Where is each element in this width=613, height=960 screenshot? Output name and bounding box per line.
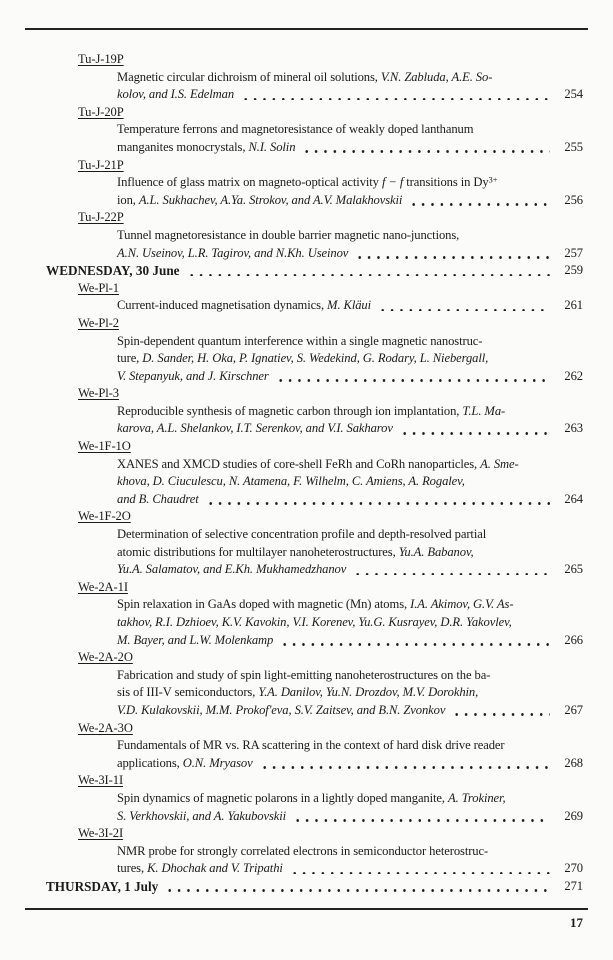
entry-body <box>117 526 583 579</box>
entry-line <box>117 544 583 562</box>
entry-body <box>117 456 583 509</box>
entry-last-line <box>117 245 583 263</box>
title-text: ture, <box>117 351 143 366</box>
session-code-row <box>78 104 613 122</box>
title-text: Spin-dependent quantum interference within a single magnetic nanostruc- <box>117 333 483 348</box>
session-code-row <box>78 772 613 790</box>
session-entry <box>0 649 613 719</box>
title-text: transitions in Dy <box>403 175 489 190</box>
entry-text <box>117 632 273 650</box>
session-code-row <box>78 280 613 298</box>
title-text: Current-induced magnetisation dynamics, <box>117 298 328 313</box>
session-entry <box>0 209 613 262</box>
page-ref: 254 <box>564 87 583 102</box>
entry-text <box>117 245 348 263</box>
title-text: Determination of selective concentration profile and depth-resolved partial <box>117 527 487 542</box>
session-entry <box>0 385 613 438</box>
top-rule <box>25 28 588 30</box>
dot-leader <box>290 872 550 875</box>
entry-last-line <box>117 860 583 878</box>
entry-last-line <box>117 808 583 826</box>
session-code-row <box>78 508 613 526</box>
session-code: We-2A-2O <box>78 650 133 665</box>
session-code: We-1F-2O <box>78 509 131 524</box>
session-entry <box>0 280 613 315</box>
session-code: We-2A-1I <box>78 579 128 594</box>
page-ref: 265 <box>564 562 583 577</box>
author-names: A. Trokiner, <box>448 790 506 805</box>
dot-leader <box>355 256 550 259</box>
entry-line <box>117 174 583 192</box>
page-ref: 263 <box>564 421 583 436</box>
session-entry <box>0 438 613 508</box>
author-names: D. Sander, H. Oka, P. Ignatiev, S. Wedekind, G. Rodary, L. Niebergall, <box>142 351 489 366</box>
entry-line <box>117 667 583 685</box>
author-names: O.N. Mryasov <box>182 755 253 770</box>
session-entry <box>0 579 613 649</box>
entry-text <box>117 755 253 773</box>
author-names: N.I. Solin <box>248 139 296 154</box>
entry-text <box>117 297 371 315</box>
author-names: f − f <box>381 175 404 190</box>
entry-line <box>117 227 583 245</box>
page-ref: 269 <box>564 808 583 823</box>
entry-body <box>117 737 583 772</box>
author-names: V.N. Zabluda, A.E. So- <box>380 69 493 84</box>
author-names: S. Verkhovskii, and A. Yakubovskii <box>117 808 287 823</box>
entry-line <box>117 333 583 351</box>
entry-line <box>117 526 583 544</box>
dot-leader <box>353 573 550 576</box>
entry-last-line <box>117 755 583 773</box>
session-entry <box>0 825 613 878</box>
session-code: We-3I-2I <box>78 826 124 841</box>
author-names: V. Stepanyuk, and J. Kirschner <box>117 368 269 383</box>
author-names: Yu.A. Salamatov, and E.Kh. Mukhamedzhanov <box>117 562 347 577</box>
page-ref: 267 <box>564 702 583 717</box>
title-text: Influence of glass matrix on magneto-optical activity <box>117 175 382 190</box>
title-text: manganites monocrystals, <box>117 139 249 154</box>
session-entry <box>0 51 613 104</box>
dot-leader <box>276 379 550 382</box>
session-code-row <box>78 579 613 597</box>
dot-leader <box>409 203 550 206</box>
session-code: Tu-J-19P <box>78 52 124 66</box>
entry-body <box>117 403 583 438</box>
page-ref: 270 <box>564 861 583 876</box>
entry-last-line <box>117 702 583 720</box>
session-code-row <box>78 825 613 843</box>
entry-line <box>117 69 583 87</box>
entry-text <box>117 368 269 386</box>
session-code-row <box>78 649 613 667</box>
author-names: karova, A.L. Shelankov, I.T. Serenkov, and V.I. Sakharov <box>117 421 393 436</box>
author-names: Y.A. Danilov, Yu.N. Drozdov, M.V. Dorokhin, <box>258 685 479 700</box>
entry-body <box>117 227 583 262</box>
entry-body <box>117 667 583 720</box>
session-code-row <box>78 315 613 333</box>
entry-last-line <box>117 561 583 579</box>
author-names: T.L. Ma- <box>462 403 506 418</box>
entry-text <box>117 808 286 826</box>
author-names: khova, D. Ciuculescu, N. Atamena, F. Wilhelm, C. Amiens, A. Rogalev, <box>117 474 465 489</box>
session-code: We-2A-3O <box>78 720 133 735</box>
author-names: and B. Chaudret <box>117 491 199 506</box>
entry-body <box>117 333 583 386</box>
dot-leader <box>165 889 550 892</box>
entry-last-line <box>117 420 583 438</box>
entry-body <box>117 174 583 209</box>
session-code-row <box>78 51 613 69</box>
entry-body <box>117 843 583 878</box>
session-entry <box>0 315 613 385</box>
entry-line <box>117 403 583 421</box>
session-entry <box>0 772 613 825</box>
entry-last-line <box>117 491 583 509</box>
session-code: We-Pl-1 <box>78 280 119 295</box>
dot-leader <box>260 766 550 769</box>
session-code: We-Pl-3 <box>78 386 119 401</box>
day-heading-label: WEDNESDAY, 30 June <box>46 263 180 279</box>
folio-page-number: 17 <box>570 915 583 930</box>
entry-text <box>117 702 445 720</box>
entry-last-line <box>117 192 583 210</box>
entry-text <box>117 192 402 210</box>
author-names: M. Kläui <box>327 298 372 313</box>
dot-leader <box>293 819 550 822</box>
session-code-row <box>78 385 613 403</box>
session-code: Tu-J-20P <box>78 104 124 119</box>
page-ref: 259 <box>564 263 583 278</box>
entry-last-line <box>117 368 583 386</box>
title-text: sis of III-V semiconductors, <box>117 685 259 700</box>
page-ref: 262 <box>564 368 583 383</box>
author-names: K. Dhochak and V. Tripathi <box>147 861 283 876</box>
entry-body <box>117 790 583 825</box>
session-code-row <box>78 157 613 175</box>
entry-line <box>117 684 583 702</box>
session-code: Tu-J-21P <box>78 157 124 172</box>
author-names: A. Sme- <box>480 456 519 471</box>
dot-leader <box>241 98 550 101</box>
author-names: A.N. Useinov, L.R. Tagirov, and N.Kh. Useinov <box>117 245 349 260</box>
entry-text <box>117 420 393 438</box>
superscript-text: 3+ <box>488 174 498 185</box>
session-code-row <box>78 209 613 227</box>
bottom-rule <box>25 908 588 910</box>
author-names: I.A. Akimov, G.V. As- <box>410 597 514 612</box>
entry-last-line <box>117 632 583 650</box>
entry-text <box>117 561 346 579</box>
entry-line <box>117 737 583 755</box>
author-names: A.L. Sukhachev, A.Ya. Strokov, and A.V. Malakhovskii <box>138 192 403 207</box>
session-entry <box>0 720 613 773</box>
title-text: Fabrication and study of spin light-emitting nanoheterostructures on the ba- <box>117 667 491 682</box>
page-ref: 257 <box>564 245 583 260</box>
title-text: Temperature ferrons and magnetoresistance of weakly doped lanthanum <box>117 122 474 137</box>
entry-text <box>117 860 283 878</box>
title-text: ion, <box>117 192 139 207</box>
entry-body <box>117 297 583 315</box>
entry-line <box>117 790 583 808</box>
session-code: We-1F-1O <box>78 439 131 454</box>
entry-line <box>117 350 583 368</box>
title-text: Spin relaxation in GaAs doped with magnetic (Mn) atoms, <box>117 597 411 612</box>
title-text: Reproducible synthesis of magnetic carbon through ion implantation, <box>117 403 463 418</box>
session-code: Tu-J-22P <box>78 210 124 225</box>
entry-text <box>117 139 295 157</box>
toc-list <box>0 51 613 896</box>
dot-leader <box>187 274 550 277</box>
day-heading-row <box>46 262 583 280</box>
session-code-row <box>78 438 613 456</box>
entry-body <box>117 69 583 104</box>
title-text: Fundamentals of MR vs. RA scattering in the context of hard disk drive reader <box>117 738 505 753</box>
title-text: Tunnel magnetoresistance in double barrier magnetic nano-junctions, <box>117 227 460 242</box>
title-text: Magnetic circular dichroism of mineral oil solutions, <box>117 69 381 84</box>
page-ref: 268 <box>564 755 583 770</box>
dot-leader <box>400 432 550 435</box>
title-text: XANES and XMCD studies of core-shell FeRh and CoRh nanoparticles, <box>117 456 481 471</box>
page-ref: 266 <box>564 632 583 647</box>
page-ref: 271 <box>564 878 583 893</box>
day-heading-row <box>46 878 583 896</box>
entry-line <box>117 596 583 614</box>
page-ref: 256 <box>564 192 583 207</box>
page-ref: 261 <box>564 298 583 313</box>
session-code: We-Pl-2 <box>78 315 119 330</box>
entry-body <box>117 121 583 156</box>
title-text: tures, <box>117 861 148 876</box>
author-names: Yu.A. Babanov, <box>398 544 474 559</box>
entry-body <box>117 596 583 649</box>
dot-leader <box>206 502 550 505</box>
dot-leader <box>280 643 550 646</box>
page-ref: 264 <box>564 491 583 506</box>
entry-last-line <box>117 86 583 104</box>
dot-leader <box>302 150 550 153</box>
entry-text <box>117 491 199 509</box>
entry-last-line <box>117 139 583 157</box>
author-names: kolov, and I.S. Edelman <box>117 87 235 102</box>
session-code: We-3I-1I <box>78 773 124 788</box>
dot-leader <box>452 713 550 716</box>
entry-line <box>117 121 583 139</box>
session-entry <box>0 157 613 210</box>
entry-line <box>117 473 583 491</box>
entry-line <box>117 843 583 861</box>
author-names: takhov, R.I. Dzhioev, K.V. Kavokin, V.I. Korenev, Yu.G. Kusrayev, D.R. Yakovlev, <box>117 615 512 629</box>
session-entry <box>0 104 613 157</box>
day-heading-label: THURSDAY, 1 July <box>46 878 159 894</box>
entry-line <box>117 456 583 474</box>
entry-line <box>117 614 583 632</box>
session-entry <box>0 508 613 578</box>
title-text: atomic distributions for multilayer nanoheterostructures, <box>117 544 399 559</box>
title-text: NMR probe for strongly correlated electrons in semiconductor heterostruc- <box>117 843 489 858</box>
title-text: Spin dynamics of magnetic polarons in a lightly doped manganite, <box>117 790 449 805</box>
author-names: M. Bayer, and L.W. Molenkamp <box>117 632 274 647</box>
dot-leader <box>378 309 550 312</box>
entry-text <box>117 86 234 104</box>
entry-last-line <box>117 297 583 315</box>
author-names: V.D. Kulakovskii, M.M. Prokof'eva, S.V. Zaitsev, and B.N. Zvonkov <box>117 702 446 717</box>
page-ref: 255 <box>564 139 583 154</box>
session-code-row <box>78 720 613 738</box>
title-text: applications, <box>117 755 183 770</box>
